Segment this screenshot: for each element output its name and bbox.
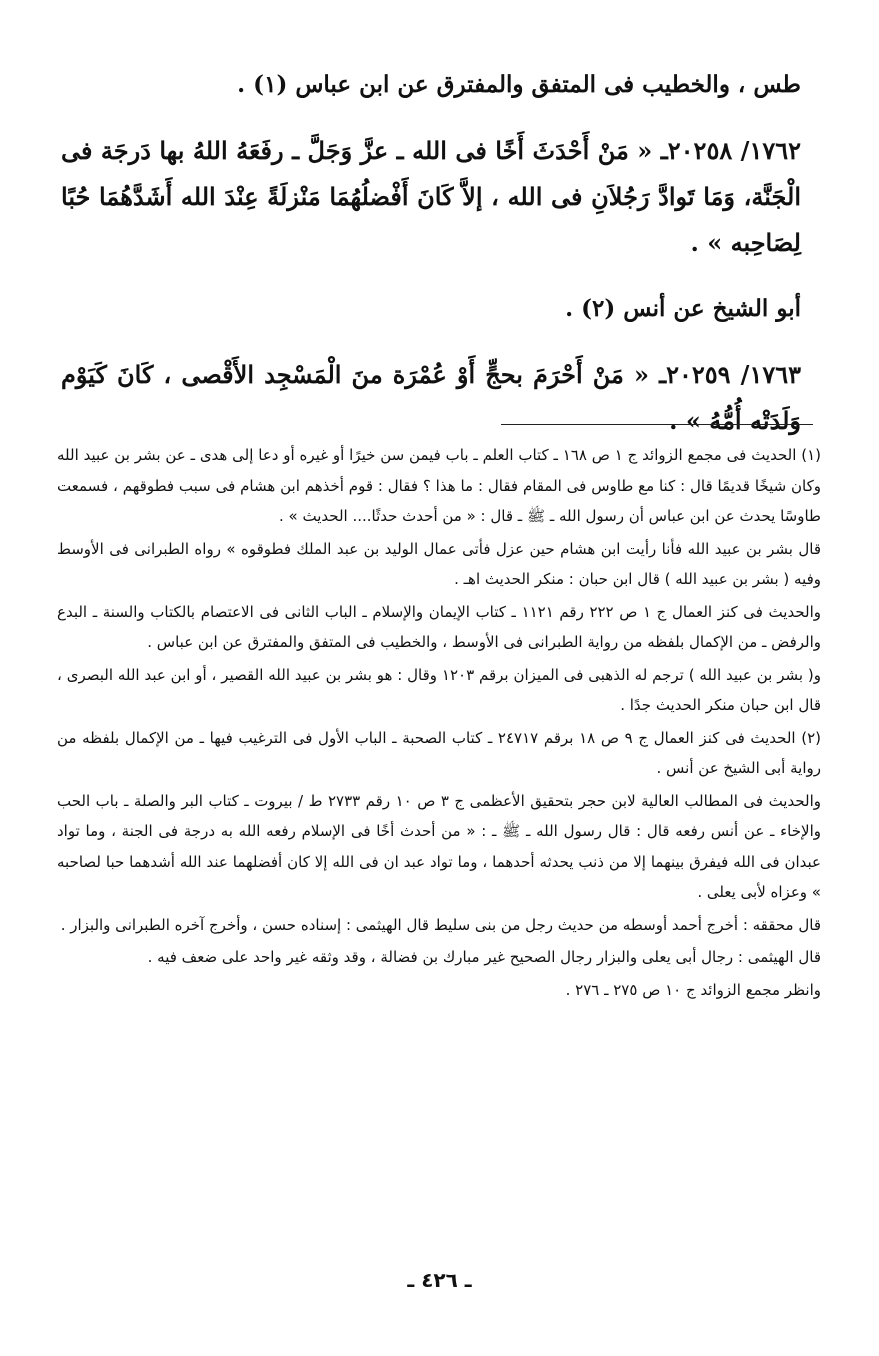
footnote-paragraph: (٢) الحديث فى كنز العمال ج ٩ ص ١٨ برقم ٢٤٧١٧ ـ كتاب الصحبة ـ الباب الأول فى الترغيب فيها ـ من الإكمال بلفظه من رواية أبى الشيخ عن أنس . xyxy=(57,728,822,777)
footnotes xyxy=(57,440,821,1007)
footnote-paragraph: والحديث فى المطالب العالية لابن حجر بتحقيق الأعظمى ج ٣ ص ١٠ رقم ٢٧٣٣ ط / بيروت ـ كتاب البر والصلة ـ باب الحب والإخاء ـ عن أنس رفعه قال : قال رسول الله ـ ﷺ ـ : « من أحدث أخًا فى الإسلام رفعه الله به درجة فى الجنة ، وما تواد عبدان فى الله فيفرق بينهما إلا من ذنب يحدثه أحدهما ، وما تواد عبد ان فى الله إلا كان أفضلهما عند الله أشدهما حبا لصاحبه » وعزاه لأبى يعلى . xyxy=(57,791,822,901)
footnote-paragraph: وانظر مجمع الزوائد ج ١٠ ص ٢٧٥ ـ ٢٧٦ . xyxy=(565,980,821,999)
footnote-paragraph: (١) الحديث فى مجمع الزوائد ج ١ ص ١٦٨ ـ كتاب العلم ـ باب فيمن سن خيرًا أو غيره أو دعا إلى هدى ـ عن بشر بن عبيد الله وكان شيخًا قديمًا قال : كنا مع طاوس فى المقام فقال : ما هذا ؟ فقال : قوم أخذهم ابن هشام فى سبب فطوقهم ، فسمعت طاوسًا يحدث عن ابن عباس أن رسول الله ـ ﷺ ـ قال : « من أحدث حدثًا.... الحديث » . xyxy=(57,446,821,525)
page-number: ـ ٤٢٦ ـ xyxy=(407,1268,472,1292)
hadith-1763-paragraph: ١٧٦٣/ ٢٠٢٥٩ـ « مَنْ أَحْرَمَ بحجٍّ أَوْ عُمْرَة منَ الْمَسْجِد الأَقْصى ، كَانَ كَيَوْم وَلَدَتْه أُمُّهُ » . xyxy=(61,360,801,435)
source-attribution-paragraph: طس ، والخطيب فى المتفق والمفترق عن ابن عباس (١) . xyxy=(237,71,801,98)
source-attribution-paragraph: أبو الشيخ عن أنس (٢) . xyxy=(565,295,801,322)
hadith-1762-paragraph: ١٧٦٢/ ٢٠٢٥٨ـ « مَنْ أَحْدَثَ أَخًا فى الله ـ عزَّ وَجَلَّ ـ رفَعَهُ اللهُ بها دَرجَة فى الْجَنَّة، وَمَا تَوادَّ رَجُلاَنِ فى الله ، إلاَّ كَانَ أَفْضلُهُمَا مَنْزلَةً عِنْدَ الله أَشَدَّهُمَا حُبًا لِصَاحِبه » . xyxy=(61,136,801,257)
footnote-paragraph: قال بشر بن عبيد الله فأنا رأيت ابن هشام حين عزل فأتى عمال الوليد بن عبد الملك فطوقوه » رواه الطبرانى فى الأوسط وفيه ( بشر بن عبيد الله ) قال ابن حبان : منكر الحديث اهـ . xyxy=(57,539,821,588)
footnote-divider xyxy=(501,424,813,425)
footnote-paragraph: والحديث فى كنز العمال ج ١ ص ٢٢٢ رقم ١١٢١ ـ كتاب الإيمان والإسلام ـ الباب الثانى فى الاعتصام بالكتاب والسنة ـ البدع والرفض ـ من الإكمال بلفظه من رواية الطبرانى فى الأوسط ، والخطيب فى المتفق والمفترق عن ابن عباس . xyxy=(57,602,821,651)
footnote-paragraph: قال الهيثمى : رجال أبى يعلى والبزار رجال الصحيح غير مبارك بن فضالة ، وقد وثقه غير واحد على ضعف فيه . xyxy=(147,948,821,966)
footnote-paragraph: و( بشر بن عبيد الله ) ترجم له الذهبى فى الميزان برقم ١٢٠٣ وقال : هو بشر بن عبيد الله القصير ، أو ابن عبد الله البصرى ، قال ابن حبان منكر الحديث جدًا . xyxy=(57,665,821,714)
footnote-paragraph: قال محققه : أخرج أحمد أوسطه من حديث رجل من بنى سليط قال الهيثمى : إسناده حسن ، وأخرج آخره الطبرانى والبزار . xyxy=(60,915,821,934)
main-text xyxy=(61,62,801,464)
